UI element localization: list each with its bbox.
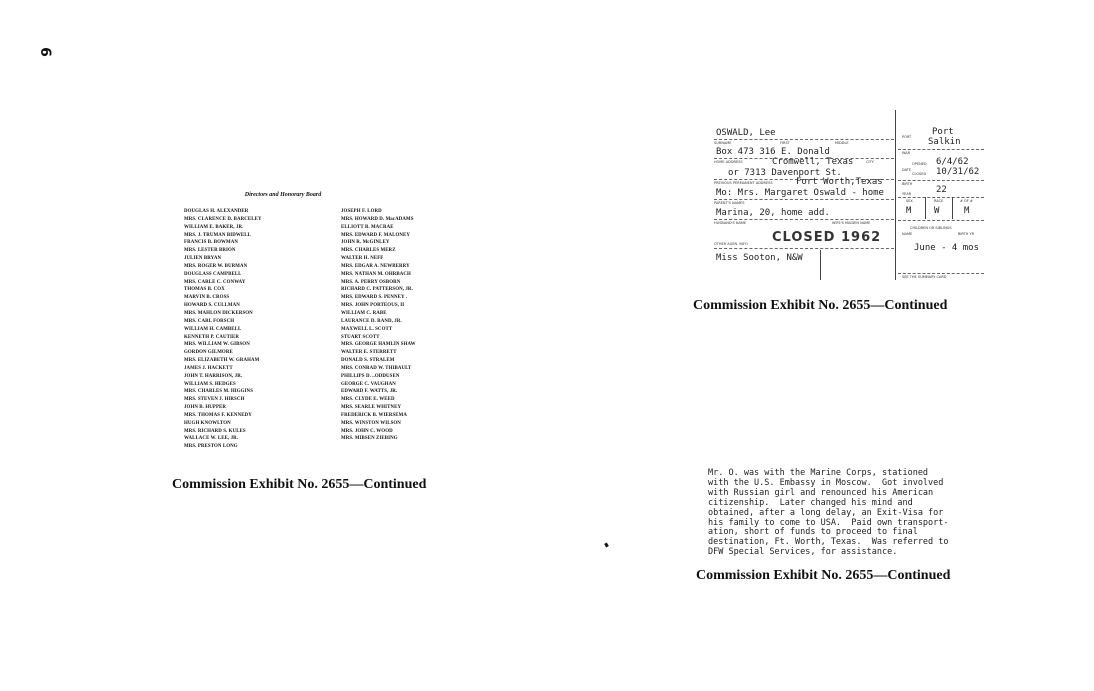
- board-member-name: HOWARD S. CULLMAN: [184, 303, 240, 309]
- card-relative: Mo: Mrs. Margaret Oswald - home: [716, 188, 884, 198]
- card-sex: M: [906, 206, 912, 216]
- card-label-year: YEAR: [902, 192, 912, 196]
- board-member-name: MRS. GEORGE HAMLIN SHAW: [341, 342, 416, 348]
- board-member-name: RICHARD C. PATTERSON, JR.: [341, 287, 413, 293]
- card-label-summary: SEE THE SUMMARY CARD: [902, 275, 947, 279]
- card-surname: OSWALD, Lee: [716, 128, 776, 138]
- case-note: Mr. O. was with the Marine Corps, stationed with the U.S. Embassy in Moscow. Got involved with Russian girl and renounced his American citizenship. Later changed his mind and obtained, after a long delay, an Exit-Visa for his family to come to USA. Paid own transport- ation, short of funds to proceed to final destination, Ft. Worth, Texas. Was referred to DFW Special Services, for assistance.: [708, 468, 949, 558]
- card-label-first: FIRST: [780, 141, 790, 145]
- board-member-name: MRS. MAHLON DICKERSON: [184, 310, 253, 316]
- board-member-name: JOSEPH F. LORD: [341, 209, 382, 214]
- board-member-name: MRS. WILLIAM W. GIBSON: [184, 342, 250, 348]
- card-label-port: PORT: [902, 135, 912, 139]
- board-member-name: MRS. A. PERRY OSBORN: [341, 279, 401, 285]
- card-label-date: DATE: [902, 168, 912, 172]
- card-port: Port: [932, 127, 954, 137]
- page-number: 6: [36, 47, 53, 57]
- board-title: Directors and Honorary Board: [244, 192, 322, 198]
- card-spouse: Marina, 20, home add.: [716, 208, 830, 218]
- board-member-name: MRS. WINSTON WILSON: [341, 420, 401, 426]
- board-member-name: MRS. CONRAD W. THIBAULT: [341, 365, 412, 371]
- board-member-name: MRS. CHARLES MERZ: [341, 248, 396, 254]
- card-label-closed: CLOSED: [912, 172, 927, 176]
- board-member-name: MRS. MIBSEN ZIEBING: [341, 436, 398, 442]
- board-member-name: MRS. EDGAR A. NEWBERRY: [341, 263, 410, 269]
- board-member-name: WALTER H. NEFF: [341, 256, 384, 262]
- card-age: 22: [936, 185, 947, 195]
- card-label-city: CITY: [866, 160, 874, 164]
- card-label-middle: MIDDLE: [835, 141, 849, 145]
- card-label-surname: SURNAME: [714, 141, 732, 145]
- board-member-name: LAURANCE D. RAND, JR.: [341, 318, 402, 324]
- card-label-other: OTHER AGEN. INFO: [714, 242, 748, 246]
- board-member-name: JAMES J. HACKETT: [184, 365, 233, 371]
- board-member-name: MRS. THOMAS F. KENNEDY: [184, 412, 252, 418]
- card-label-race: RACE: [934, 199, 944, 203]
- card-divider: [952, 197, 953, 219]
- card-divider: [895, 110, 896, 280]
- card-label-no-of: # OF #: [960, 199, 973, 203]
- board-member-name: MAXWELL L. SCOTT: [341, 326, 393, 332]
- board-member-name: WILLIAM H. CAMBELL: [184, 326, 242, 332]
- card-rule: [714, 139, 894, 140]
- board-member-name: WILLIAM E. BAKER, JR.: [184, 224, 244, 230]
- exhibit-caption-bottom: Commission Exhibit No. 2655—Continued: [696, 568, 951, 583]
- board-names-column-2: [341, 208, 416, 443]
- exhibit-caption-right: Commission Exhibit No. 2655—Continued: [693, 298, 948, 313]
- card-race: W: [934, 206, 940, 216]
- card-rule: [714, 219, 894, 220]
- card-label-birth-yr: BIRTH YR: [958, 232, 975, 236]
- board-member-name: EDWARD F. WATTS, JR.: [341, 389, 398, 395]
- board-member-name: MRS. EDWARD F. MALONEY: [341, 232, 410, 238]
- card-label-wife: WIFE'S MAIDEN NAME: [832, 221, 871, 225]
- board-member-name: DOUGLAS H. ALEXANDER: [184, 209, 249, 214]
- board-member-name: MARVIN B. CROSS: [184, 295, 230, 301]
- board-member-name: WILLIAM C. RABE: [341, 310, 387, 316]
- board-member-name: HUGH KNOWLTON: [184, 420, 231, 426]
- card-port-name: Salkin: [928, 137, 961, 147]
- board-member-name: MRS. PRESTON LONG: [184, 444, 238, 450]
- board-member-name: GEORGE C. VAUGHAN: [341, 381, 396, 387]
- card-referral: Miss Sooton, N&W: [716, 253, 803, 263]
- card-label-husband: HUSBAND'S NAME: [714, 221, 747, 225]
- board-member-name: THOMAS B. COX: [184, 287, 225, 293]
- card-rule: [898, 220, 984, 221]
- card-label-previous: PREVIOUS PERMANENT ADDRESS: [714, 181, 773, 185]
- board-member-name: MRS. ROGER W. BURMAN: [184, 263, 248, 269]
- board-member-name: MRS. HOWARD D. MacADAMS: [341, 216, 414, 222]
- board-member-name: JULIEN BRYAN: [184, 256, 222, 262]
- board-member-name: WALLACE W. LEE, JR.: [184, 436, 239, 442]
- board-member-name: FREDERICK B. WIERSEMA: [341, 412, 408, 418]
- board-member-name: MRS. SEARLE WHITNEY: [341, 405, 402, 411]
- card-label-name: NAME: [902, 232, 913, 236]
- registration-card: [700, 110, 990, 290]
- card-children: June - 4 mos: [914, 243, 980, 253]
- board-member-name: KENNETH P. CAUTIER: [184, 334, 240, 340]
- board-member-name: MRS. CLYDE E. WEED: [341, 397, 395, 403]
- card-label-parents: PARENT'S NAMES: [714, 201, 745, 205]
- board-member-name: MRS. STEVEN J. HIRSCH: [184, 397, 245, 403]
- board-member-name: GORDON GILMORE: [184, 350, 233, 356]
- card-rule: [714, 248, 894, 249]
- card-rule: [898, 180, 984, 181]
- board-member-name: WILLIAM S. HEDGES: [184, 381, 236, 387]
- card-label-war: WAR: [902, 151, 911, 155]
- board-member-name: DONALD S. STRALEM: [341, 358, 395, 364]
- card-opened: 6/4/62: [936, 157, 969, 167]
- board-member-name: MRS. LESTER BRION: [184, 248, 236, 254]
- card-label-home-address: HOME ADDRESS: [714, 160, 743, 164]
- card-label-birth: BIRTH: [902, 182, 913, 186]
- card-label-children: CHILDREN OR SIBLINGS: [910, 226, 952, 230]
- card-rule: [898, 197, 984, 198]
- board-member-name: MRS. JOHN C. WOOD: [341, 428, 393, 434]
- board-member-name: JOHN T. HARRISON, JR.: [184, 373, 243, 379]
- card-rule: [898, 149, 984, 150]
- board-member-name: MRS. CARLE C. CONWAY: [184, 279, 246, 285]
- card-label-opened: OPENED: [912, 162, 927, 166]
- board-member-name: WALTER E. STERRETT: [341, 350, 397, 356]
- card-address-alt: or 7313 Davenport St.: [728, 168, 842, 178]
- card-city: Cromwell, Texas: [772, 157, 854, 167]
- board-member-name: MRS. CARL FORSCH: [184, 318, 235, 324]
- closed-stamp: CLOSED 1962: [772, 230, 882, 245]
- card-previous-address: Fort Worth,Texas: [796, 177, 883, 187]
- board-member-name: MRS. EDWARD S. PENNEY .: [341, 295, 408, 301]
- card-label-sex: SEX: [906, 199, 913, 203]
- board-member-name: STUART SCOTT: [341, 334, 380, 340]
- board-names-column-1: [184, 208, 262, 451]
- board-member-name: PHILLIPS D. ..ODDUSEN: [341, 373, 400, 379]
- board-member-name: MRS. CLARENCE D. BARCELEY: [184, 216, 262, 222]
- card-no-of: M: [964, 206, 970, 216]
- card-divider: [925, 197, 926, 219]
- board-member-name: MRS. ELIZABETH W. GRAHAM: [184, 358, 260, 364]
- board-member-name: MRS. CHARLES M. HIGGINS: [184, 389, 254, 395]
- board-member-name: MRS. JOHN PORTEOUS, II: [341, 303, 405, 309]
- board-member-name: MRS. J. TRUMAN BIDWELL: [184, 232, 251, 238]
- exhibit-caption-left: Commission Exhibit No. 2655—Continued: [172, 477, 427, 492]
- board-member-name: JOHN R. McGINLEY: [341, 240, 390, 246]
- board-member-name: ELLIOTT B. MACRAE: [341, 224, 394, 230]
- card-rule: [898, 273, 984, 274]
- board-member-name: MRS. NATHAN M. OHRBACH: [341, 271, 411, 277]
- board-member-name: JOHN B. HUPPER: [184, 405, 227, 411]
- card-address: Box 473 316 E. Donald: [716, 147, 830, 157]
- board-member-name: DOUGLASS CAMPBELL: [184, 271, 242, 277]
- board-member-name: MRS. RICHARD S. KULES: [184, 428, 246, 434]
- card-rule: [714, 199, 894, 200]
- card-closed: 10/31/62: [936, 167, 980, 177]
- board-member-name: FRANCIS B. BOWMAN: [184, 240, 239, 246]
- stray-mark: [604, 543, 609, 548]
- card-divider: [820, 250, 821, 280]
